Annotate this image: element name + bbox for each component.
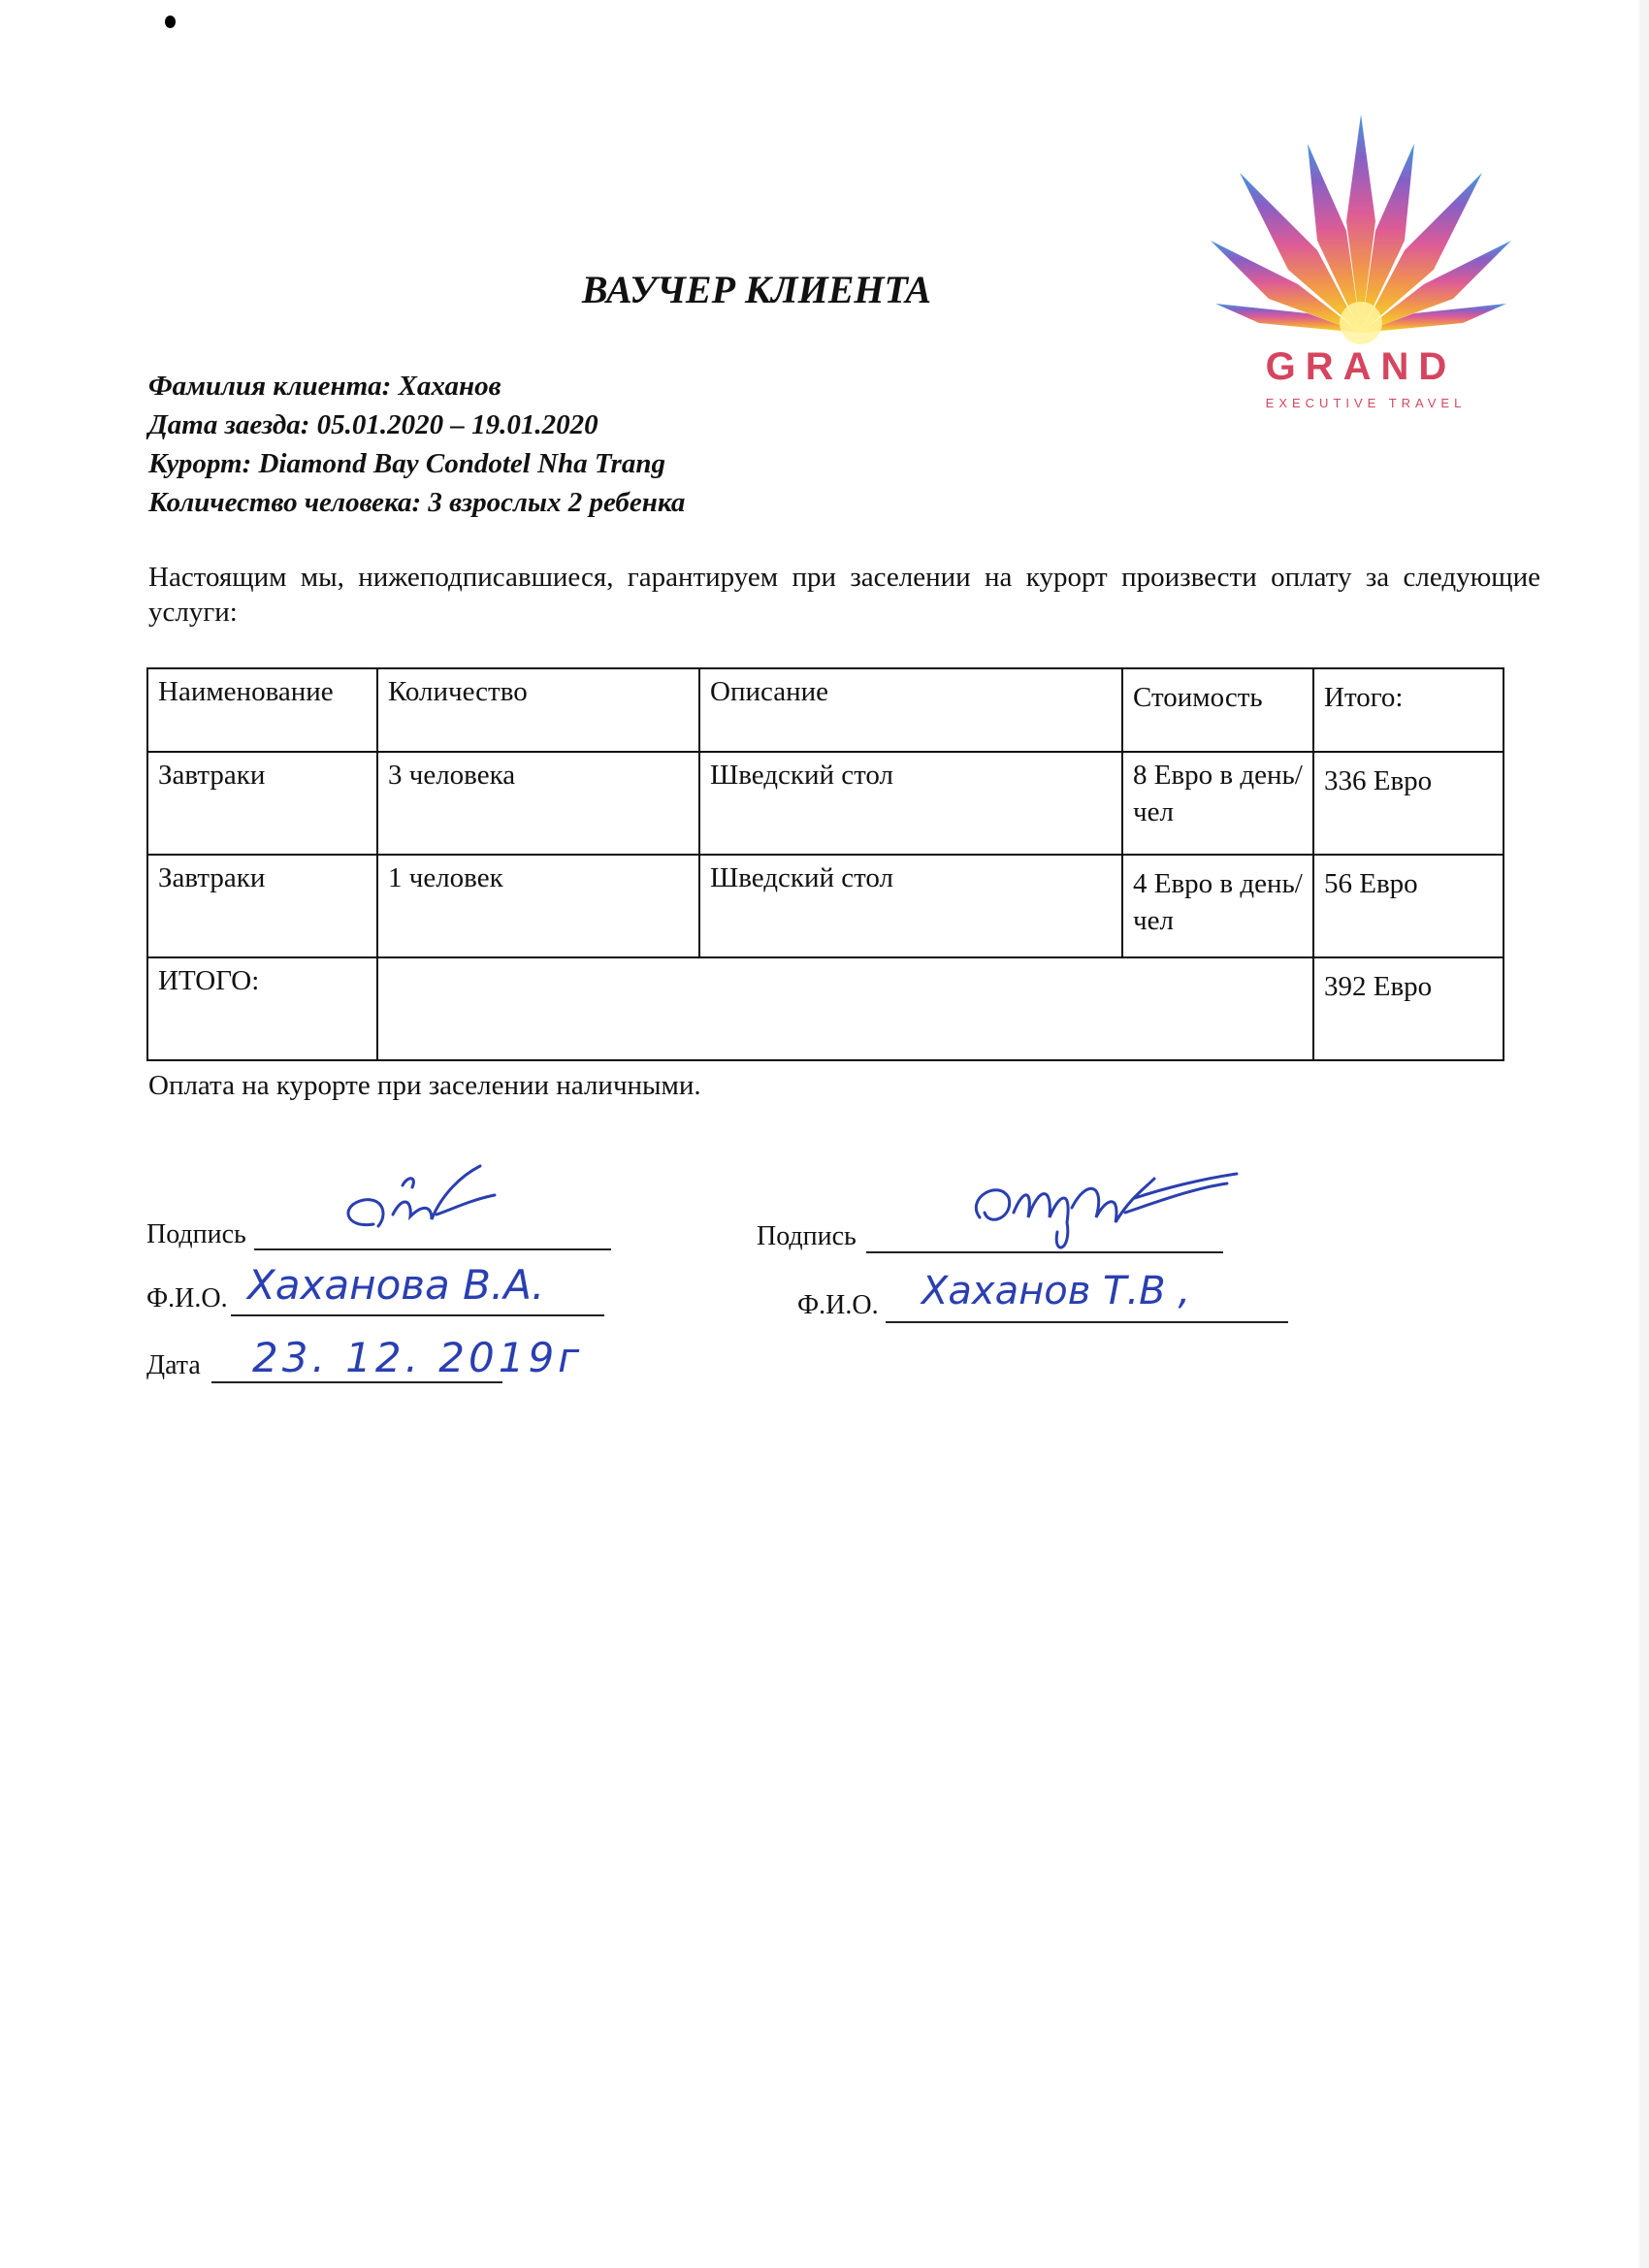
scan-speck bbox=[165, 16, 176, 28]
client-surname: Фамилия клиента: Хаханов bbox=[148, 371, 501, 402]
row-price: 4 Евро в день/ чел bbox=[1122, 855, 1313, 957]
table-row bbox=[147, 752, 1504, 855]
right-fio-label: Ф.И.О. bbox=[797, 1290, 879, 1320]
lotus-logo-icon bbox=[1201, 105, 1521, 347]
logo-tagline: EXECUTIVE TRAVEL bbox=[1265, 396, 1467, 410]
left-fio-line bbox=[231, 1314, 604, 1316]
company-logo bbox=[1201, 105, 1521, 425]
grand-total-value: 392 Евро bbox=[1313, 957, 1504, 1060]
voucher-title: ВАУЧЕР КЛИЕНТА bbox=[581, 268, 932, 311]
row-name: Завтраки bbox=[147, 752, 377, 855]
check-in-dates: Дата заезда: 05.01.2020 – 19.01.2020 bbox=[148, 409, 598, 440]
grand-total-label: ИТОГО: bbox=[147, 957, 377, 1060]
left-sign-line bbox=[254, 1248, 611, 1250]
client-info bbox=[148, 367, 685, 522]
table-header-row bbox=[147, 668, 1504, 752]
payment-note: Оплата на курорте при заселении наличными. bbox=[148, 1070, 701, 1101]
left-fio-handwritten: Хаханова В.А. bbox=[247, 1261, 545, 1309]
row-name: Завтраки bbox=[147, 855, 377, 957]
grand-total-spacer bbox=[377, 957, 1313, 1060]
header-cell: Описание bbox=[699, 668, 1122, 752]
right-sign-label: Подпись bbox=[757, 1221, 857, 1251]
row-qty: 3 человека bbox=[377, 752, 699, 855]
row-total: 336 Евро bbox=[1313, 752, 1504, 855]
row-total: 56 Евро bbox=[1313, 855, 1504, 957]
row-desc: Шведский стол bbox=[699, 855, 1122, 957]
header-cell: Итого: bbox=[1313, 668, 1504, 752]
right-fio-line bbox=[886, 1321, 1288, 1323]
table-total-row bbox=[147, 957, 1504, 1060]
logo-wordmark: GRAND bbox=[1265, 345, 1457, 388]
services-table bbox=[146, 667, 1504, 1061]
scan-edge bbox=[1639, 0, 1649, 2268]
date-label: Дата bbox=[146, 1350, 201, 1380]
date-handwritten: 23. 12. 2019г bbox=[252, 1334, 584, 1381]
right-fio-handwritten: Хаханов Т.В , bbox=[922, 1269, 1191, 1313]
header-cell: Количество bbox=[377, 668, 699, 752]
header-cell: Наименование bbox=[147, 668, 377, 752]
header-cell: Стоимость bbox=[1122, 668, 1313, 752]
left-sign-label: Подпись bbox=[146, 1219, 246, 1249]
row-desc: Шведский стол bbox=[699, 752, 1122, 855]
row-price: 8 Евро в день/ чел bbox=[1122, 752, 1313, 855]
table-row bbox=[147, 855, 1504, 957]
resort-name: Курорт: Diamond Bay Condotel Nha Trang bbox=[148, 448, 665, 479]
row-qty: 1 человек bbox=[377, 855, 699, 957]
right-signature-icon bbox=[960, 1159, 1242, 1266]
left-signature-icon bbox=[335, 1156, 500, 1248]
left-fio-label: Ф.И.О. bbox=[146, 1283, 228, 1313]
date-line bbox=[211, 1381, 502, 1383]
guarantee-paragraph: Настоящим мы, нижеподписавшиеся, гарантируем при заселении на курорт произвести оплату за следующие услуги: bbox=[148, 562, 1540, 628]
people-count: Количество человека: 3 взрослых 2 ребенка bbox=[148, 487, 686, 518]
